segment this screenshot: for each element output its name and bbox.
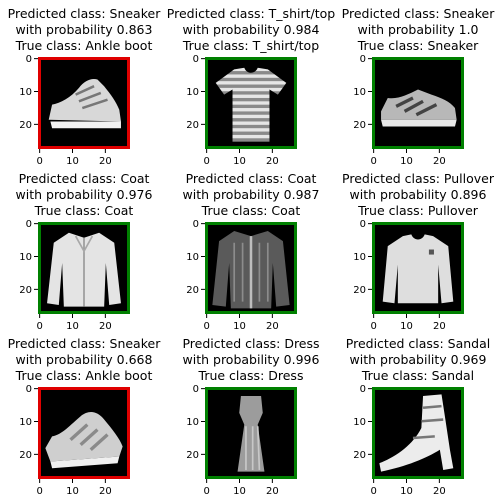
y-tick-label: 20 <box>186 284 199 296</box>
dark-jacket-image <box>212 231 289 308</box>
predicted-class-label: Predicted class: Sneaker <box>341 6 495 21</box>
predicted-class-label: Predicted class: Coat <box>18 171 150 186</box>
x-tick-label: 10 <box>400 321 413 332</box>
prediction-panel <box>342 171 495 332</box>
probability-label: with probability 0.896 <box>349 187 487 202</box>
x-tick-label: 20 <box>98 321 112 332</box>
x-tick-label: 20 <box>98 156 112 167</box>
probability-label: with probability 0.996 <box>182 352 320 367</box>
x-tick-label: 10 <box>233 156 246 167</box>
x-tick-label: 10 <box>233 321 246 332</box>
x-tick-label: 0 <box>370 486 377 497</box>
prediction-panel <box>182 336 319 497</box>
prediction-panel <box>346 336 490 497</box>
probability-label: with probability 0.668 <box>15 352 153 367</box>
x-tick-label: 0 <box>370 321 377 332</box>
prediction-panel <box>167 6 335 167</box>
probability-label: with probability 0.863 <box>15 22 153 37</box>
true-class-label: True class: Ankle boot <box>15 38 153 53</box>
prediction-panel <box>8 336 162 497</box>
y-tick-label: 10 <box>353 87 366 98</box>
y-tick-label: 20 <box>353 119 366 131</box>
x-tick-label: 10 <box>400 486 413 497</box>
prediction-panel <box>16 171 153 332</box>
x-tick-label: 10 <box>400 156 413 167</box>
x-tick-label: 20 <box>432 486 446 497</box>
x-tick-label: 20 <box>265 156 279 167</box>
y-tick-label: 10 <box>353 252 366 263</box>
y-tick-label: 0 <box>25 54 32 66</box>
probability-label: with probability 0.984 <box>182 22 320 37</box>
true-class-label: True class: Coat <box>201 203 301 218</box>
probability-label: with probability 1.0 <box>357 22 479 37</box>
prediction-panel <box>8 6 162 167</box>
y-tick-label: 10 <box>186 417 199 428</box>
y-tick-label: 10 <box>19 252 32 263</box>
light-coat-image <box>47 233 121 307</box>
x-tick-label: 0 <box>36 321 43 332</box>
x-tick-label: 10 <box>66 486 79 497</box>
y-tick-label: 10 <box>19 417 32 428</box>
predicted-class-label: Predicted class: Pullover <box>342 171 494 186</box>
y-tick-label: 20 <box>353 284 366 296</box>
x-tick-label: 10 <box>233 486 246 497</box>
y-tick-label: 0 <box>359 54 366 66</box>
true-class-label: True class: Sneaker <box>357 38 479 53</box>
true-class-label: True class: Ankle boot <box>15 368 153 383</box>
true-class-label: True class: Dress <box>198 368 304 383</box>
predicted-class-label: Predicted class: Coat <box>185 171 317 186</box>
y-tick-label: 0 <box>359 384 366 396</box>
predicted-class-label: Predicted class: Sneaker <box>7 6 161 21</box>
x-tick-label: 10 <box>66 321 79 332</box>
x-tick-label: 20 <box>432 156 446 167</box>
prediction-panel <box>183 171 320 332</box>
x-tick-label: 0 <box>203 486 210 497</box>
y-tick-label: 20 <box>19 284 32 296</box>
y-tick-label: 0 <box>25 384 32 396</box>
pullover-image <box>383 234 454 303</box>
y-tick-label: 10 <box>186 252 199 263</box>
x-tick-label: 20 <box>98 486 112 497</box>
predicted-class-label: Predicted class: T_shirt/top <box>166 6 336 21</box>
true-class-label: True class: Coat <box>34 203 134 218</box>
x-tick-label: 20 <box>265 486 279 497</box>
x-tick-label: 0 <box>36 156 43 167</box>
y-tick-label: 20 <box>19 119 32 131</box>
y-tick-label: 20 <box>186 449 199 461</box>
probability-label: with probability 0.976 <box>15 187 153 202</box>
x-tick-label: 0 <box>370 156 377 167</box>
y-tick-label: 10 <box>186 87 199 98</box>
y-tick-label: 0 <box>192 384 199 396</box>
y-tick-label: 0 <box>192 219 199 231</box>
probability-label: with probability 0.987 <box>182 187 320 202</box>
y-tick-label: 20 <box>186 119 199 131</box>
probability-label: with probability 0.969 <box>349 352 487 367</box>
x-tick-label: 20 <box>432 321 446 332</box>
y-tick-label: 0 <box>25 219 32 231</box>
true-class-label: True class: T_shirt/top <box>182 38 320 53</box>
x-tick-label: 20 <box>265 321 279 332</box>
y-tick-label: 20 <box>353 449 366 461</box>
y-tick-label: 10 <box>19 87 32 98</box>
y-tick-label: 20 <box>19 449 32 461</box>
predicted-class-label: Predicted class: Sneaker <box>7 336 161 351</box>
x-tick-label: 0 <box>203 321 210 332</box>
predicted-class-label: Predicted class: Sandal <box>345 336 491 351</box>
true-class-label: True class: Sandal <box>361 368 475 383</box>
x-tick-label: 10 <box>66 156 79 167</box>
y-tick-label: 0 <box>192 54 199 66</box>
x-tick-label: 0 <box>36 486 43 497</box>
true-class-label: True class: Pullover <box>358 203 478 218</box>
y-tick-label: 10 <box>353 417 366 428</box>
prediction-panel <box>342 6 496 167</box>
x-tick-label: 0 <box>203 156 210 167</box>
predicted-class-label: Predicted class: Dress <box>182 336 320 351</box>
y-tick-label: 0 <box>359 219 366 231</box>
